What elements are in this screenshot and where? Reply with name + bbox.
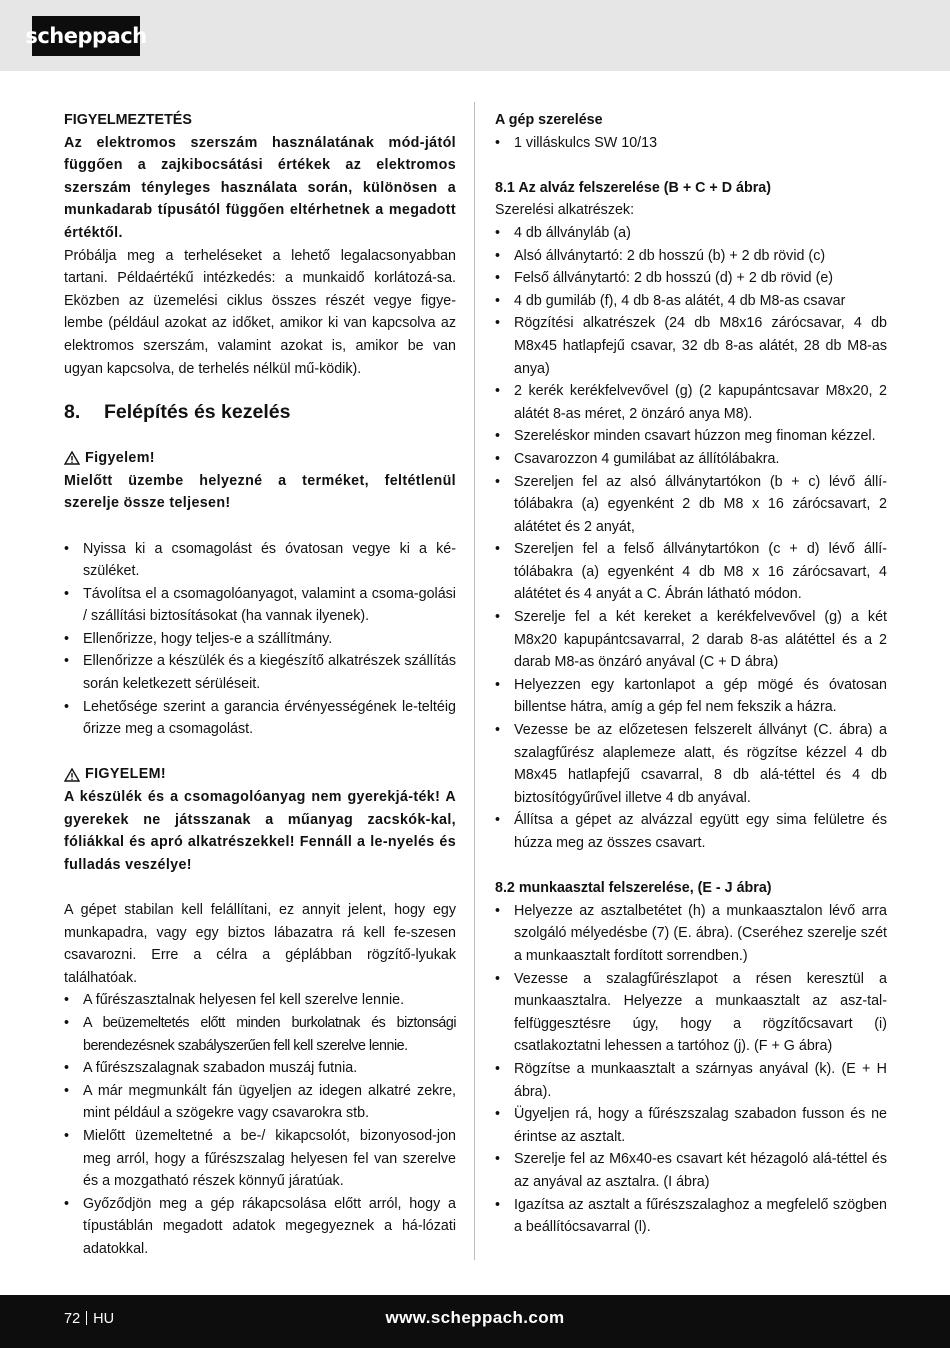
list-item: • Állítsa a gépet az alvázzal együtt egy sima felületre és húzza meg az összes csavart. — [495, 809, 887, 854]
list-item: • Nyissa ki a csomagolást és óvatosan vegye ki a ké-szüléket. — [64, 538, 456, 583]
warning-triangle-icon — [64, 768, 80, 782]
warning-triangle-icon — [64, 451, 80, 465]
list-item: • Ellenőrizze, hogy teljes-e a szállítmány. — [64, 628, 456, 651]
section-number: 8. — [64, 401, 81, 424]
warning-title: FIGYELMEZTETÉS — [64, 112, 192, 128]
list-item: • Vezesse a szalagfűrészlapot a résen keresztül a munkaasztalra. Helyezze a munkaasztalt az asz-tal-felfüggesztésre úgy, hogy a rögzítőcsavart (i) csatlakoztatni lehessen a tartóhoz (j). (F + G ábra) — [495, 968, 887, 1058]
list-item: • Ellenőrizze a készülék és a kiegészítő alkatrészek szállítás során keletkezett sérüléseit. — [64, 650, 456, 695]
s82-title: 8.2 munkaasztal felszerelése, (E - J ábra) — [495, 880, 772, 897]
list-item: • Szereljen fel a felső állványtartókon (c + d) lévő állí-tólábakra (a) egyenként 4 db M8 x 16 zárócsavart, 4 alátétet és 4 anyát a C. Ábrán látható módon. — [495, 538, 887, 606]
list-item: • Vezesse be az előzetesen felszerelt állványt (C. ábra) a szalagfűrész alaplemeze alatt, és rögzítse kézzel 4 db M8x45 hatlapfejű csavarral, 8 db alá-téttel és 4 db biztosítógyűrűvel illetve 4 db anyával. — [495, 719, 887, 809]
s82-list — [495, 900, 887, 1239]
list-item: • Lehetősége szerint a garancia érvényességének le-teltéig őrizze meg a csomagolást. — [64, 696, 456, 741]
page-number: 72 — [64, 1311, 81, 1327]
list-item: • Győződjön meg a gép rákapcsolása előtt arról, hogy a típustáblán megadott adatok megegyeznek a há-lózati adatokkal. — [64, 1193, 456, 1261]
section-heading — [64, 399, 456, 425]
assembly-list — [495, 132, 887, 155]
footer-bar — [0, 1295, 950, 1348]
s81-title: 8.1 Az alváz felszerelése (B + C + D ábra) — [495, 179, 772, 196]
list-item: • 4 db állványláb (a) — [495, 222, 887, 245]
list-item: • Csavarozzon 4 gumilábat az állítólábakra. — [495, 448, 887, 471]
language-code: HU — [93, 1311, 115, 1327]
warning2-text: A készülék és a csomagolóanyag nem gyerekjá-ték! A gyerekek ne játsszanak a műanyag zacskók-kal, fóliákkal és apró alkatrészekkel! Fennáll a le-nyelés és fulladás veszélye! — [64, 789, 456, 873]
list-item: • Szerelje fel a két kereket a kerékfelvevővel (g) a két M8x20 kapupántcsavarral, 2 darab 8-as alátéttel és a 2 darab M8-as önzáró anyával (C + D ábra) — [495, 606, 887, 674]
list-item: • Távolítsa el a csomagolóanyagot, valamint a csoma-golási / szállítási biztosításokat (ha vannak ilyenek). — [64, 583, 456, 628]
list-item: • Felső állványtartó: 2 db hosszú (d) + 2 db rövid (e) — [495, 267, 887, 290]
list-item: • Szereléskor minden csavart húzzon meg finoman kézzel. — [495, 425, 887, 448]
list-item: • Helyezzen egy kartonlapot a gép mögé és óvatosan billentse hátra, amíg a gép fel nem fekszik a házra. — [495, 674, 887, 719]
column-divider — [474, 102, 475, 1260]
list-item: • A fűrészasztalnak helyesen fel kell szerelve lennie. — [64, 989, 456, 1012]
scheppach-logo: scheppach — [32, 16, 140, 56]
list-item: • A beüzemeltetés előtt minden burkolatnak és biztonsági berendezésnek szabályszerűen fell kell szerelve lennie. — [64, 1012, 456, 1057]
attention-text: Mielőtt üzembe helyezné a terméket, feltétlenül szerelje össze teljesen! — [64, 472, 456, 512]
setup-paragraph: A gépet stabilan kell felállítani, ez annyit jelent, hogy egy munkapadra, vagy egy biztos lábazatra rá kell fe-szesen csavarozni. Erre a célra a géplábban rögzítő-lyukak találhatóak. — [64, 902, 456, 986]
list-item: • Szerelje fel az M6x40-es csavart két hézagoló alá-téttel és az anyával az asztalra. (I ábra) — [495, 1148, 887, 1193]
warning2-label: FIGYELEM! — [85, 766, 166, 783]
list-item: • 1 villáskulcs SW 10/13 — [495, 132, 887, 155]
attention-heading — [64, 447, 456, 470]
list-item: • Ügyeljen rá, hogy a fűrészszalag szabadon fusson és ne érintse az asztalt. — [495, 1103, 887, 1148]
right-column — [495, 109, 887, 1239]
list-item: • Igazítsa az asztalt a fűrészszalaghoz a megfelelő szögben a beállítócsavarral (l). — [495, 1194, 887, 1239]
header-bar — [0, 0, 950, 71]
s81-subtitle: Szerelési alkatrészek: — [495, 202, 635, 219]
list-item: • Rögzítse a munkaasztalt a szárnyas anyával (k). (E + H ábra). — [495, 1058, 887, 1103]
unpacking-list — [64, 538, 456, 741]
list-item: • Helyezze az asztalbetétet (h) a munkaasztalon lévő arra szolgáló mélyedésbe (7) (E. ábra). (Cseréhez szerelje szét a munkaasztalt fordított sorrendben.) — [495, 900, 887, 968]
attention-label: Figyelem! — [85, 450, 155, 467]
list-item: • 2 kerék kerékfelvevővel (g) (2 kapupántcsavar M8x20, 2 alátét 8-as méret, 2 önzáró anya M8). — [495, 380, 887, 425]
section-title: Felépítés és kezelés — [104, 401, 291, 424]
warning2-heading — [64, 763, 456, 786]
list-item: • A már megmunkált fán ügyeljen az idegen alkatré zekre, mint például a szögekre vagy csavarokra stb. — [64, 1080, 456, 1125]
assembly-title: A gép szerelése — [495, 112, 603, 128]
list-item: • Szereljen fel az alsó állványtartókon (b + c) lévő állí-tólábakra (a) egyenként 2 db M8 x 16 zárócsavart, 2 alátétet és 2 anyát, — [495, 471, 887, 539]
list-item: • 4 db gumiláb (f), 4 db 8-as alátét, 4 db M8-as csavar — [495, 290, 887, 313]
setup-list — [64, 989, 456, 1260]
left-column — [64, 109, 456, 1261]
list-item: • Mielőtt üzemeltetné a be-/ kikapcsolót, bizonyosod-jon meg arról, hogy a fűrészszalag helyesen fel van szerelve és a mozgatható részek könnyű járatúak. — [64, 1125, 456, 1193]
list-item: • A fűrészszalagnak szabadon muszáj futnia. — [64, 1057, 456, 1080]
website-link[interactable]: www.scheppach.com — [385, 1308, 565, 1327]
load-paragraph: Próbálja meg a terheléseket a lehető legalacsonyabban tartani. Példaértékű intézkedés: a munkaidő korlátozá-sa. Eközben az üzemelési ciklus összes részét vegye figye-lembe (például azokat az időket, amikor ki van kapcsolva az elektromos szerszám, valamint azokat is, amikor be van ugyan kapcsolva, de terhelés nélkül mű-ködik). — [64, 247, 456, 377]
s81-list — [495, 222, 887, 855]
list-item: • Rögzítési alkatrészek (24 db M8x16 zárócsavar, 4 db M8x45 hatlapfejű csavar, 32 db 8-as alátét, 28 db M8-as anya) — [495, 312, 887, 380]
list-item: • Alsó állványtartó: 2 db hosszú (b) + 2 db rövid (c) — [495, 245, 887, 268]
warning-text: Az elektromos szerszám használatának mód-jától függően a zajkibocsátási értékek az elektromos szerszám tényleges használata során, különösen a munkadarab típusától függően eltérhetnek a megadott értéktől. — [64, 134, 456, 241]
